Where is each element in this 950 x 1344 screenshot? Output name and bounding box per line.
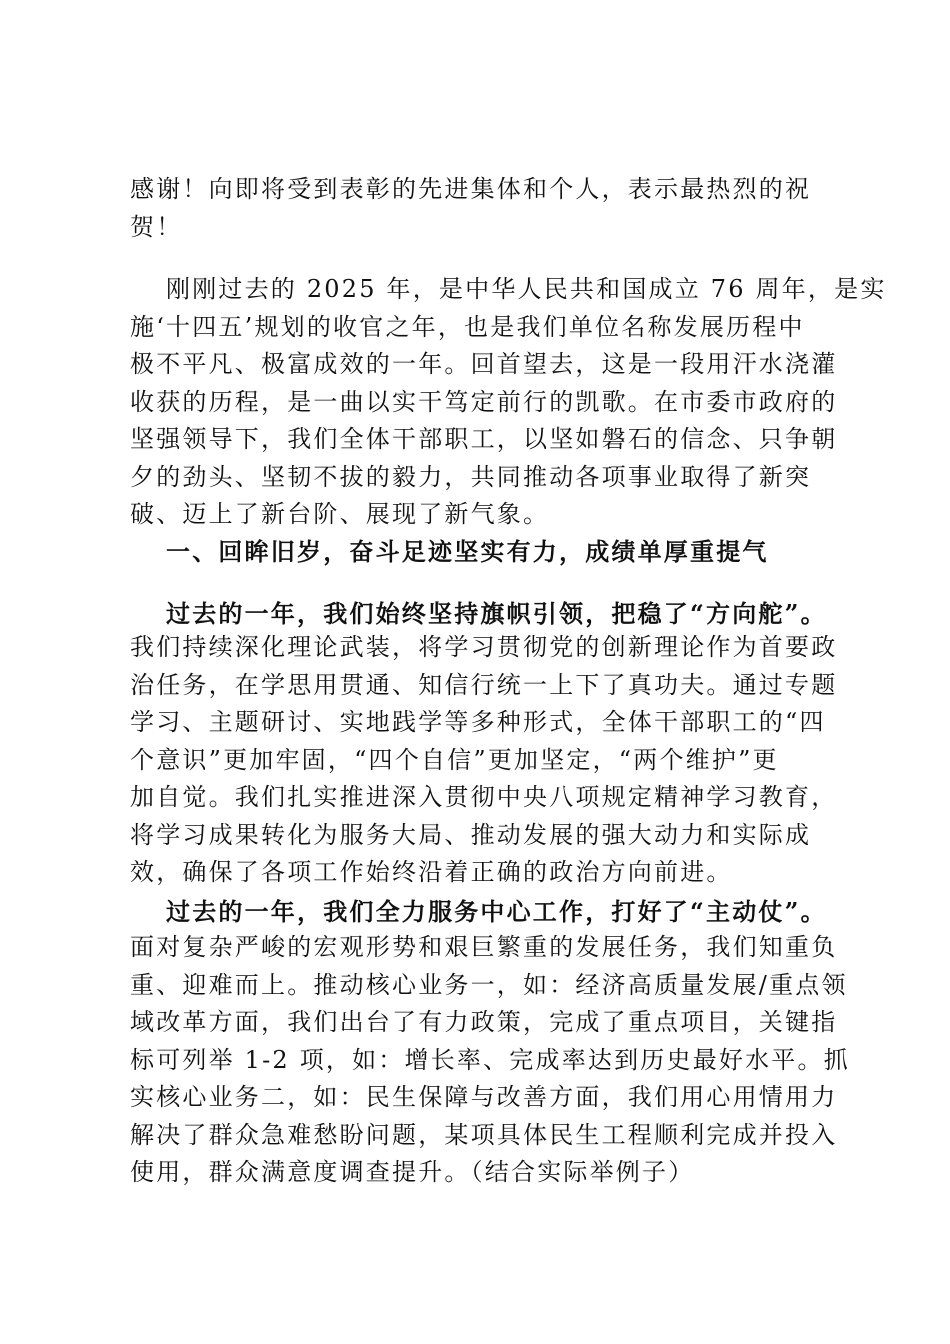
paragraph-line: 实核心业务二，如：民生保障与改善方面，我们用心用情用力 xyxy=(130,1083,838,1111)
paragraph-line: 个意识”更加牢固，“四个自信”更加坚定，“两个维护”更 xyxy=(130,746,779,774)
paragraph-line: 解决了群众急难愁盼问题，某项具体民生工程顺利完成并投入 xyxy=(130,1121,838,1149)
paragraph-line: 刚刚过去的 2025 年，是中华人民共和国成立 76 周年，是实 xyxy=(166,275,887,303)
paragraph-line: 效，确保了各项工作始终沿着正确的政治方向前进。 xyxy=(130,858,733,886)
paragraph-line: 学习、主题研讨、实地践学等多种形式，全体干部职工的“四 xyxy=(130,708,826,736)
paragraph-line: 将学习成果转化为服务大局、推动发展的强大动力和实际成 xyxy=(130,821,812,849)
section-heading: 一、回眸旧岁，奋斗足迹坚实有力，成绩单厚重提气 xyxy=(166,537,769,566)
paragraph-line: 夕的劲头、坚韧不拔的毅力，共同推动各项事业取得了新突 xyxy=(130,463,812,491)
paragraph-line: 施‘十四五’规划的收官之年，也是我们单位名称发展历程中 xyxy=(130,313,805,341)
paragraph-line: 使用，群众满意度调查提升。（结合实际举例子） xyxy=(130,1158,695,1186)
paragraph-line: 收获的历程，是一曲以实干笃定前行的凯歌。在市委市政府的 xyxy=(130,388,838,416)
paragraph-line: 面对复杂严峻的宏观形势和艰巨繁重的发展任务，我们知重负 xyxy=(130,933,838,961)
paragraph-line: 域改革方面，我们出台了有力政策，完成了重点项目，关键指 xyxy=(130,1008,838,1036)
paragraph-line: 我们持续深化理论武装，将学习贯彻党的创新理论作为首要政 xyxy=(130,633,838,661)
paragraph-line: 破、迈上了新台阶、展现了新气象。 xyxy=(130,500,550,528)
paragraph-line: 治任务，在学思用贯通、知信行统一上下了真功夫。通过专题 xyxy=(130,671,838,699)
paragraph-line: 极不平凡、极富成效的一年。回首望去，这是一段用汗水浇灌 xyxy=(130,350,838,378)
paragraph-line: 贺！ xyxy=(130,213,183,241)
paragraph-line: 重、迎难而上。推动核心业务一，如：经济高质量发展/重点领 xyxy=(130,971,848,999)
paragraph-line: 坚强领导下，我们全体干部职工，以坚如磐石的信念、只争朝 xyxy=(130,425,838,453)
paragraph-lead: 过去的一年，我们始终坚持旗帜引领，把稳了“方向舵”。 xyxy=(166,599,827,628)
paragraph-line: 加自觉。我们扎实推进深入贯彻中央八项规定精神学习教育， xyxy=(130,783,838,811)
paragraph-lead: 过去的一年，我们全力服务中心工作，打好了“主动仗”。 xyxy=(166,897,827,926)
paragraph-line: 标可列举 1-2 项，如：增长率、完成率达到历史最好水平。抓 xyxy=(130,1046,850,1074)
paragraph-line: 感谢！向即将受到表彰的先进集体和个人，表示最热烈的祝 xyxy=(130,175,812,203)
